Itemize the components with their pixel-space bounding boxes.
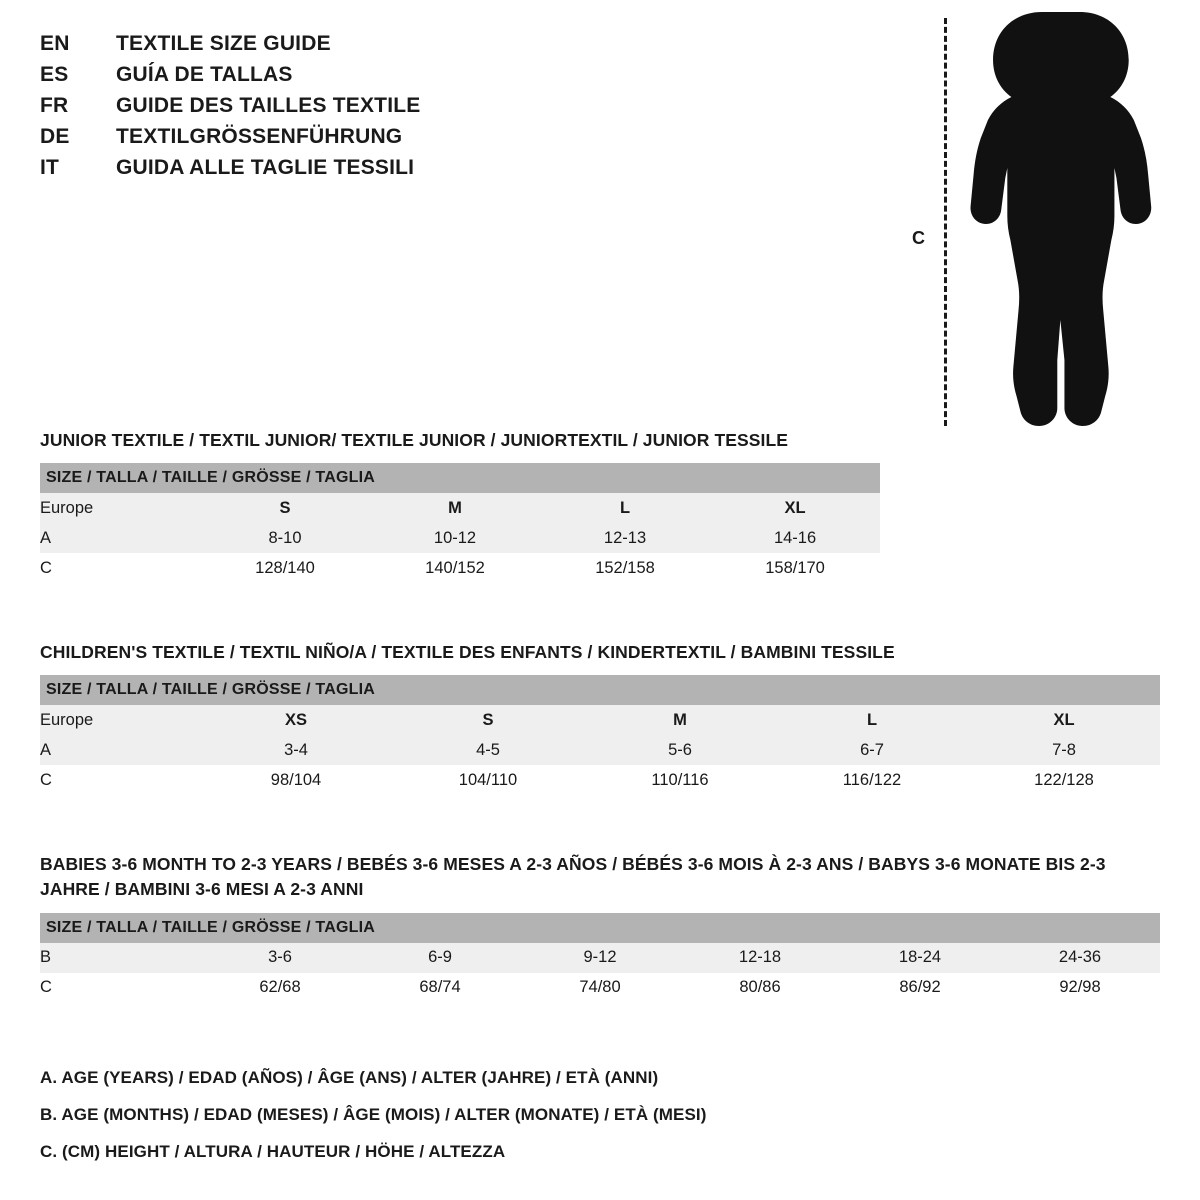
cell-value: S <box>392 705 584 735</box>
table-band-row <box>40 463 1170 493</box>
table-band-row <box>40 913 1160 943</box>
cell-value: XS <box>200 705 392 735</box>
row-label: Europe <box>40 493 200 523</box>
table-row <box>40 523 1170 553</box>
language-code: ES <box>40 63 69 86</box>
language-code: FR <box>40 94 69 117</box>
cell-value: 6-7 <box>776 735 968 765</box>
language-row-it <box>40 156 600 180</box>
cell-value: M <box>584 705 776 735</box>
language-code: IT <box>40 156 60 179</box>
cell-value: 7-8 <box>968 735 1160 765</box>
cell-value: 3-6 <box>200 943 360 973</box>
section-title: CHILDREN'S TEXTILE / TEXTIL NIÑO/A / TEXTILE DES ENFANTS / KINDERTEXTIL / BAMBINI TESSILE <box>40 642 895 662</box>
height-measure-figure <box>900 10 1170 430</box>
section-title: BABIES 3-6 MONTH TO 2-3 YEARS / BEBÉS 3-6 MESES A 2-3 AÑOS / BÉBÉS 3-6 MOIS À 2-3 ANS / BABYS 3-6 MONATE BIS 2-3 JAHRE / BAMBINI 3-6 MESI A 2-3 ANNI <box>40 854 1106 900</box>
row-label: Europe <box>40 705 200 735</box>
cell-value: 80/86 <box>680 973 840 1003</box>
row-label: B <box>40 943 200 973</box>
cell-value: 12-18 <box>680 943 840 973</box>
table-empty-cell <box>880 553 1170 583</box>
table-empty-cell <box>880 463 1170 493</box>
language-title: TEXTILE SIZE GUIDE <box>116 32 331 55</box>
child-silhouette-icon <box>955 10 1170 428</box>
cell-value: 98/104 <box>200 765 392 795</box>
cell-value: L <box>540 493 710 523</box>
size-band-filler <box>710 463 880 493</box>
cell-value: 9-12 <box>520 943 680 973</box>
legend-block <box>40 1068 1140 1179</box>
cell-value: 18-24 <box>840 943 1000 973</box>
section-children <box>40 640 1160 795</box>
language-title: TEXTILGRÖSSENFÜHRUNG <box>116 125 403 148</box>
legend-line-a: A. AGE (YEARS) / EDAD (AÑOS) / ÂGE (ANS) / ALTER (JAHRE) / ETÀ (ANNI) <box>40 1068 659 1087</box>
size-band-label: SIZE / TALLA / TAILLE / GRÖSSE / TAGLIA <box>40 913 520 943</box>
size-band-label: SIZE / TALLA / TAILLE / GRÖSSE / TAGLIA <box>40 463 710 493</box>
measure-label-c: C <box>912 228 925 248</box>
table-band-row <box>40 675 1160 705</box>
cell-value: 8-10 <box>200 523 370 553</box>
row-label: C <box>40 973 200 1003</box>
language-title: GUIDE DES TAILLES TEXTILE <box>116 94 421 117</box>
size-band-filler <box>584 675 1160 705</box>
cell-value: 3-4 <box>200 735 392 765</box>
cell-value: 158/170 <box>710 553 880 583</box>
cell-value: 140/152 <box>370 553 540 583</box>
table-row <box>40 735 1160 765</box>
table-row <box>40 973 1160 1003</box>
table-row <box>40 943 1160 973</box>
cell-value: XL <box>710 493 880 523</box>
section-babies <box>40 852 1160 1003</box>
table-empty-cell <box>880 523 1170 553</box>
legend-line-c: C. (CM) HEIGHT / ALTURA / HAUTEUR / HÖHE / ALTEZZA <box>40 1142 506 1161</box>
legend-line-b: B. AGE (MONTHS) / EDAD (MESES) / ÂGE (MOIS) / ALTER (MONATE) / ETÀ (MESI) <box>40 1105 707 1124</box>
size-band-filler <box>520 913 1160 943</box>
table-row <box>40 553 1170 583</box>
cell-value: 86/92 <box>840 973 1000 1003</box>
table-row <box>40 705 1160 735</box>
language-title: GUIDA ALLE TAGLIE TESSILI <box>116 156 415 179</box>
cell-value: 74/80 <box>520 973 680 1003</box>
row-label: C <box>40 765 200 795</box>
cell-value: 12-13 <box>540 523 710 553</box>
cell-value: 104/110 <box>392 765 584 795</box>
cell-value: 62/68 <box>200 973 360 1003</box>
section-junior <box>40 428 1160 583</box>
language-title: GUÍA DE TALLAS <box>116 63 293 86</box>
cell-value: M <box>370 493 540 523</box>
height-dashed-line <box>944 18 947 426</box>
cell-value: 122/128 <box>968 765 1160 795</box>
section-title: JUNIOR TEXTILE / TEXTIL JUNIOR/ TEXTILE JUNIOR / JUNIORTEXTIL / JUNIOR TESSILE <box>40 430 789 450</box>
language-code: EN <box>40 32 70 55</box>
language-row-es <box>40 63 600 87</box>
language-title-block <box>40 32 600 187</box>
babies-size-table <box>40 913 1160 1003</box>
cell-value: 14-16 <box>710 523 880 553</box>
cell-value: 152/158 <box>540 553 710 583</box>
table-empty-cell <box>880 493 1170 523</box>
row-label: A <box>40 523 200 553</box>
junior-size-table <box>40 463 1170 583</box>
cell-value: 110/116 <box>584 765 776 795</box>
cell-value: S <box>200 493 370 523</box>
cell-value: 24-36 <box>1000 943 1160 973</box>
cell-value: 5-6 <box>584 735 776 765</box>
children-size-table <box>40 675 1160 795</box>
cell-value: 4-5 <box>392 735 584 765</box>
row-label: C <box>40 553 200 583</box>
cell-value: 116/122 <box>776 765 968 795</box>
table-row <box>40 765 1160 795</box>
cell-value: 10-12 <box>370 523 540 553</box>
cell-value: 128/140 <box>200 553 370 583</box>
language-row-fr <box>40 94 600 118</box>
row-label: A <box>40 735 200 765</box>
cell-value: 68/74 <box>360 973 520 1003</box>
language-code: DE <box>40 125 70 148</box>
cell-value: XL <box>968 705 1160 735</box>
cell-value: L <box>776 705 968 735</box>
cell-value: 92/98 <box>1000 973 1160 1003</box>
language-row-en <box>40 32 600 56</box>
cell-value: 6-9 <box>360 943 520 973</box>
table-row <box>40 493 1170 523</box>
language-row-de <box>40 125 600 149</box>
size-band-label: SIZE / TALLA / TAILLE / GRÖSSE / TAGLIA <box>40 675 584 705</box>
